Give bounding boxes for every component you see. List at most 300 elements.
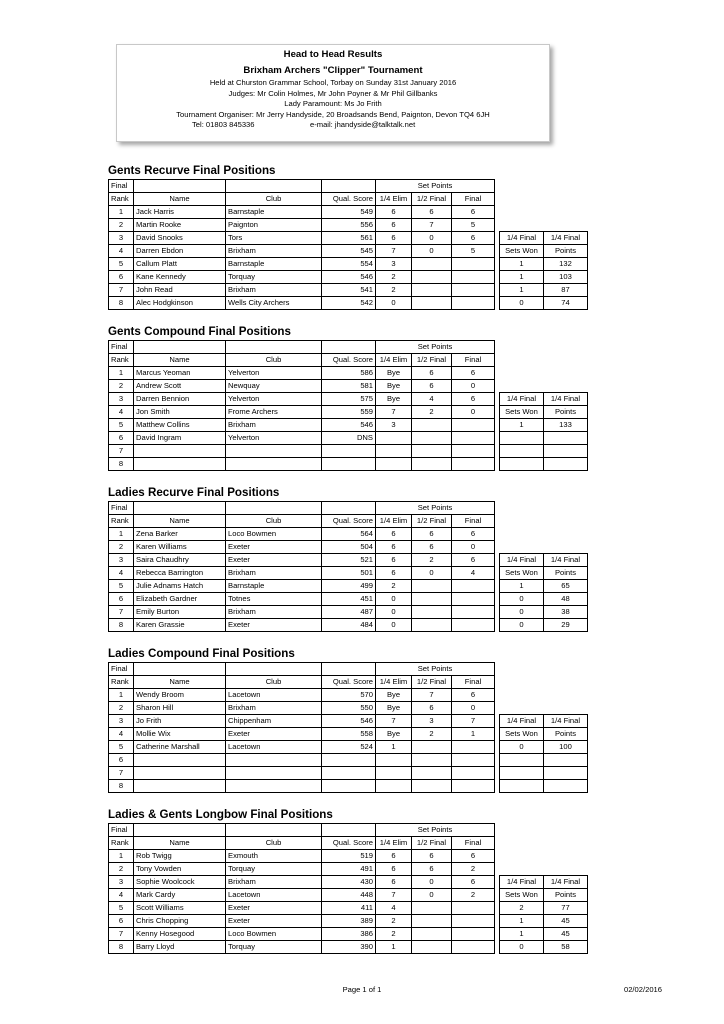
side-points-label: Points (544, 406, 588, 419)
side-sets-won-label: Sets Won (500, 567, 544, 580)
spacer (500, 502, 544, 515)
table-row (109, 367, 588, 380)
final-cell (452, 915, 495, 928)
qual-score-cell: 550 (322, 702, 376, 715)
header-rank: Rank (109, 676, 134, 689)
side-points-label: Points (544, 567, 588, 580)
club-cell: Yelverton (226, 367, 322, 380)
rank-cell: 3 (109, 393, 134, 406)
name-cell: David Snooks (134, 232, 226, 245)
side-sets-won-label: Sets Won (500, 406, 544, 419)
table-row (109, 380, 588, 393)
quarter-elim-cell: 7 (376, 889, 412, 902)
header-name: Name (134, 837, 226, 850)
club-cell: Exeter (226, 728, 322, 741)
results-table (108, 179, 588, 310)
table-row (109, 528, 588, 541)
final-cell (452, 767, 495, 780)
header-qual-score: Qual. Score (322, 676, 376, 689)
rank-cell: 1 (109, 528, 134, 541)
rank-cell: 1 (109, 206, 134, 219)
club-cell: Totnes (226, 593, 322, 606)
rank-cell: 7 (109, 767, 134, 780)
rank-cell: 6 (109, 271, 134, 284)
semi-final-cell: 6 (412, 528, 452, 541)
club-cell: Barnstaple (226, 258, 322, 271)
side-quarter-final-label: 1/4 Final (544, 232, 588, 245)
header-set-points: Set Points (376, 341, 495, 354)
spacer (544, 863, 588, 876)
semi-final-cell (412, 297, 452, 310)
table-row (109, 915, 588, 928)
club-cell: Torquay (226, 941, 322, 954)
header-club: Club (226, 354, 322, 367)
spacer (544, 515, 588, 528)
header-quarter-elim: 1/4 Elim (376, 354, 412, 367)
spacer (500, 219, 544, 232)
semi-final-cell: 2 (412, 406, 452, 419)
qual-score-cell: 559 (322, 406, 376, 419)
qual-score-cell: 564 (322, 528, 376, 541)
quarter-elim-cell: 6 (376, 567, 412, 580)
table-header-row (109, 180, 588, 193)
side-quarter-final-label: 1/4 Final (544, 554, 588, 567)
results-table (108, 823, 588, 954)
sets-won-cell (500, 767, 544, 780)
side-points-label: Points (544, 889, 588, 902)
sets-won-cell: 1 (500, 419, 544, 432)
sets-won-cell: 0 (500, 741, 544, 754)
name-cell (134, 767, 226, 780)
club-cell: Lacetown (226, 889, 322, 902)
quarter-elim-cell: 2 (376, 928, 412, 941)
club-cell (226, 445, 322, 458)
sets-won-cell: 1 (500, 284, 544, 297)
final-cell: 0 (452, 702, 495, 715)
spacer (500, 689, 544, 702)
table-header-row (109, 341, 588, 354)
side-quarter-final-label: 1/4 Final (500, 876, 544, 889)
spacer (500, 193, 544, 206)
header-quarter-elim: 1/4 Elim (376, 676, 412, 689)
semi-final-cell (412, 458, 452, 471)
table-row (109, 541, 588, 554)
final-cell: 4 (452, 567, 495, 580)
quarter-elim-cell (376, 754, 412, 767)
sets-won-cell (500, 432, 544, 445)
name-cell: David Ingram (134, 432, 226, 445)
final-cell: 5 (452, 219, 495, 232)
header-name: Name (134, 193, 226, 206)
side-points-label: Points (544, 728, 588, 741)
header-club: Club (226, 837, 322, 850)
side-sets-won-label: Sets Won (500, 889, 544, 902)
table-row (109, 271, 588, 284)
header-blank (134, 180, 226, 193)
quarter-elim-cell: 6 (376, 850, 412, 863)
quarter-elim-cell: 2 (376, 271, 412, 284)
table-row (109, 928, 588, 941)
points-cell: 38 (544, 606, 588, 619)
final-cell (452, 458, 495, 471)
quarter-elim-cell: 0 (376, 619, 412, 632)
spacer (544, 528, 588, 541)
spacer (544, 219, 588, 232)
quarter-elim-cell (376, 780, 412, 793)
qual-score-cell: 411 (322, 902, 376, 915)
table-row (109, 393, 588, 406)
footer-date: 02/02/2016 (623, 985, 662, 994)
final-cell: 6 (452, 850, 495, 863)
header-blank (134, 341, 226, 354)
qual-score-cell: DNS (322, 432, 376, 445)
club-cell: Paignton (226, 219, 322, 232)
semi-final-cell (412, 432, 452, 445)
table-row (109, 406, 588, 419)
final-cell (452, 941, 495, 954)
table-row (109, 593, 588, 606)
rank-cell: 7 (109, 928, 134, 941)
qual-score-cell: 389 (322, 915, 376, 928)
header-blank (134, 502, 226, 515)
name-cell (134, 458, 226, 471)
side-quarter-final-label: 1/4 Final (500, 393, 544, 406)
qual-score-cell: 524 (322, 741, 376, 754)
section-title: Ladies Compound Final Positions (108, 647, 295, 660)
semi-final-cell (412, 271, 452, 284)
rank-cell: 8 (109, 780, 134, 793)
quarter-elim-cell: 2 (376, 284, 412, 297)
header-rank: Rank (109, 515, 134, 528)
club-cell: Chippenham (226, 715, 322, 728)
paramount-line: Lady Paramount: Ms Jo Frith (284, 99, 382, 109)
table-row (109, 863, 588, 876)
quarter-elim-cell: 7 (376, 406, 412, 419)
name-cell: Julie Adnams Hatch (134, 580, 226, 593)
club-cell: Exeter (226, 541, 322, 554)
name-cell: Karen Williams (134, 541, 226, 554)
table-header-row (109, 354, 588, 367)
semi-final-cell (412, 258, 452, 271)
quarter-elim-cell: Bye (376, 702, 412, 715)
qual-score-cell: 519 (322, 850, 376, 863)
table-header-row (109, 193, 588, 206)
table-row (109, 689, 588, 702)
header-blank (322, 341, 376, 354)
rank-cell: 3 (109, 876, 134, 889)
qual-score-cell: 556 (322, 219, 376, 232)
rank-cell: 2 (109, 380, 134, 393)
table-row (109, 941, 588, 954)
quarter-elim-cell: 7 (376, 245, 412, 258)
qual-score-cell: 390 (322, 941, 376, 954)
qual-score-cell: 487 (322, 606, 376, 619)
results-table (108, 501, 588, 632)
final-cell (452, 284, 495, 297)
club-cell: Brixham (226, 567, 322, 580)
rank-cell: 3 (109, 715, 134, 728)
rank-cell: 4 (109, 889, 134, 902)
header-blank (322, 502, 376, 515)
spacer (500, 380, 544, 393)
final-cell (452, 606, 495, 619)
final-cell: 6 (452, 393, 495, 406)
rank-cell: 7 (109, 606, 134, 619)
spacer (544, 354, 588, 367)
header-blank (226, 663, 322, 676)
qual-score-cell: 546 (322, 271, 376, 284)
quarter-elim-cell (376, 767, 412, 780)
club-cell: Newquay (226, 380, 322, 393)
points-cell (544, 432, 588, 445)
final-cell (452, 928, 495, 941)
rank-cell: 1 (109, 689, 134, 702)
side-quarter-final-label: 1/4 Final (544, 876, 588, 889)
quarter-elim-cell: 6 (376, 876, 412, 889)
header-name: Name (134, 676, 226, 689)
rank-cell: 2 (109, 541, 134, 554)
spacer (544, 663, 588, 676)
club-cell: Exeter (226, 902, 322, 915)
spacer (544, 180, 588, 193)
semi-final-cell: 2 (412, 728, 452, 741)
table-row (109, 554, 588, 567)
name-cell: Wendy Broom (134, 689, 226, 702)
rank-cell: 8 (109, 619, 134, 632)
table-row (109, 245, 588, 258)
qual-score-cell: 451 (322, 593, 376, 606)
semi-final-cell (412, 284, 452, 297)
table-row (109, 419, 588, 432)
semi-final-cell (412, 780, 452, 793)
quarter-elim-cell: 6 (376, 219, 412, 232)
results-section (108, 646, 598, 793)
quarter-elim-cell: Bye (376, 393, 412, 406)
semi-final-cell: 4 (412, 393, 452, 406)
section-title: Ladies & Gents Longbow Final Positions (108, 808, 333, 821)
rank-cell: 5 (109, 419, 134, 432)
final-cell (452, 593, 495, 606)
qual-score-cell (322, 445, 376, 458)
spacer (544, 837, 588, 850)
name-cell: Kane Kennedy (134, 271, 226, 284)
points-cell: 65 (544, 580, 588, 593)
spacer (500, 367, 544, 380)
table-header-row (109, 824, 588, 837)
header-semi-final: 1/2 Final (412, 354, 452, 367)
qual-score-cell (322, 767, 376, 780)
final-cell: 7 (452, 715, 495, 728)
results-section (108, 324, 598, 471)
sets-won-cell: 0 (500, 297, 544, 310)
rank-cell: 5 (109, 741, 134, 754)
semi-final-cell (412, 445, 452, 458)
semi-final-cell: 3 (412, 715, 452, 728)
table-row (109, 232, 588, 245)
sets-won-cell: 1 (500, 258, 544, 271)
final-cell (452, 619, 495, 632)
club-cell: Tors (226, 232, 322, 245)
header-final-col: Final (452, 354, 495, 367)
quarter-elim-cell: 7 (376, 715, 412, 728)
telephone: Tel: 01803 845336 (192, 120, 255, 130)
header-final-col: Final (452, 193, 495, 206)
semi-final-cell: 0 (412, 889, 452, 902)
semi-final-cell (412, 915, 452, 928)
header-blank (322, 180, 376, 193)
quarter-elim-cell: 4 (376, 902, 412, 915)
club-cell: Loco Bowmen (226, 928, 322, 941)
table-row (109, 728, 588, 741)
table-row (109, 902, 588, 915)
points-cell (544, 780, 588, 793)
header-set-points: Set Points (376, 180, 495, 193)
table-row (109, 889, 588, 902)
qual-score-cell (322, 458, 376, 471)
spacer (500, 702, 544, 715)
rank-cell: 4 (109, 406, 134, 419)
spacer (500, 663, 544, 676)
qual-score-cell (322, 780, 376, 793)
header-blank (226, 180, 322, 193)
points-cell: 45 (544, 928, 588, 941)
club-cell (226, 458, 322, 471)
table-row (109, 715, 588, 728)
name-cell: Scott Williams (134, 902, 226, 915)
qual-score-cell: 484 (322, 619, 376, 632)
header-club: Club (226, 193, 322, 206)
semi-final-cell: 6 (412, 206, 452, 219)
quarter-elim-cell: 0 (376, 606, 412, 619)
club-cell: Lacetown (226, 689, 322, 702)
final-cell: 6 (452, 206, 495, 219)
side-points-label: Points (544, 245, 588, 258)
final-cell (452, 432, 495, 445)
points-cell: 103 (544, 271, 588, 284)
final-cell (452, 902, 495, 915)
qual-score-cell: 504 (322, 541, 376, 554)
final-cell: 5 (452, 245, 495, 258)
sets-won-cell: 1 (500, 271, 544, 284)
club-cell: Barnstaple (226, 206, 322, 219)
header-final: Final (109, 663, 134, 676)
table-header-row (109, 837, 588, 850)
name-cell: John Read (134, 284, 226, 297)
table-row (109, 567, 588, 580)
header-set-points: Set Points (376, 663, 495, 676)
spacer (500, 354, 544, 367)
quarter-elim-cell: 0 (376, 297, 412, 310)
points-cell: 48 (544, 593, 588, 606)
qual-score-cell: 448 (322, 889, 376, 902)
side-quarter-final-label: 1/4 Final (500, 715, 544, 728)
qual-score-cell: 554 (322, 258, 376, 271)
spacer (500, 515, 544, 528)
side-quarter-final-label: 1/4 Final (500, 232, 544, 245)
name-cell: Mark Cardy (134, 889, 226, 902)
final-cell: 6 (452, 554, 495, 567)
semi-final-cell (412, 619, 452, 632)
table-row (109, 767, 588, 780)
spacer (500, 180, 544, 193)
side-quarter-final-label: 1/4 Final (500, 554, 544, 567)
final-cell: 0 (452, 406, 495, 419)
sets-won-cell: 1 (500, 928, 544, 941)
section-title: Gents Recurve Final Positions (108, 164, 276, 177)
club-cell: Torquay (226, 271, 322, 284)
table-row (109, 780, 588, 793)
table-row (109, 580, 588, 593)
quarter-elim-cell: 3 (376, 258, 412, 271)
semi-final-cell: 0 (412, 245, 452, 258)
name-cell: Zena Barker (134, 528, 226, 541)
spacer (544, 502, 588, 515)
name-cell: Darren Ebdon (134, 245, 226, 258)
final-cell (452, 258, 495, 271)
name-cell: Matthew Collins (134, 419, 226, 432)
spacer (544, 850, 588, 863)
semi-final-cell: 6 (412, 380, 452, 393)
spacer (500, 676, 544, 689)
points-cell: 29 (544, 619, 588, 632)
final-cell: 0 (452, 380, 495, 393)
qual-score-cell: 570 (322, 689, 376, 702)
header-club: Club (226, 515, 322, 528)
semi-final-cell: 0 (412, 876, 452, 889)
header-qual-score: Qual. Score (322, 837, 376, 850)
contact-line (117, 120, 549, 131)
spacer (544, 676, 588, 689)
semi-final-cell (412, 606, 452, 619)
rank-cell: 8 (109, 297, 134, 310)
name-cell: Darren Bennion (134, 393, 226, 406)
final-cell (452, 780, 495, 793)
table-row (109, 754, 588, 767)
results-section (108, 807, 598, 954)
spacer (500, 528, 544, 541)
header-semi-final: 1/2 Final (412, 676, 452, 689)
semi-final-cell (412, 593, 452, 606)
header-quarter-elim: 1/4 Elim (376, 193, 412, 206)
spacer (500, 541, 544, 554)
semi-final-cell: 6 (412, 367, 452, 380)
qual-score-cell: 541 (322, 284, 376, 297)
rank-cell: 6 (109, 915, 134, 928)
points-cell: 58 (544, 941, 588, 954)
table-row (109, 876, 588, 889)
header-set-points: Set Points (376, 502, 495, 515)
final-cell: 6 (452, 232, 495, 245)
qual-score-cell: 546 (322, 419, 376, 432)
table-row (109, 297, 588, 310)
name-cell (134, 445, 226, 458)
spacer (544, 824, 588, 837)
side-sets-won-label: Sets Won (500, 728, 544, 741)
semi-final-cell (412, 902, 452, 915)
header-qual-score: Qual. Score (322, 193, 376, 206)
points-cell (544, 458, 588, 471)
semi-final-cell: 7 (412, 219, 452, 232)
header-blank (322, 824, 376, 837)
quarter-elim-cell: 6 (376, 541, 412, 554)
spacer (500, 341, 544, 354)
sets-won-cell (500, 780, 544, 793)
semi-final-cell (412, 419, 452, 432)
semi-final-cell (412, 767, 452, 780)
rank-cell: 4 (109, 728, 134, 741)
name-cell: Emily Burton (134, 606, 226, 619)
sets-won-cell (500, 458, 544, 471)
